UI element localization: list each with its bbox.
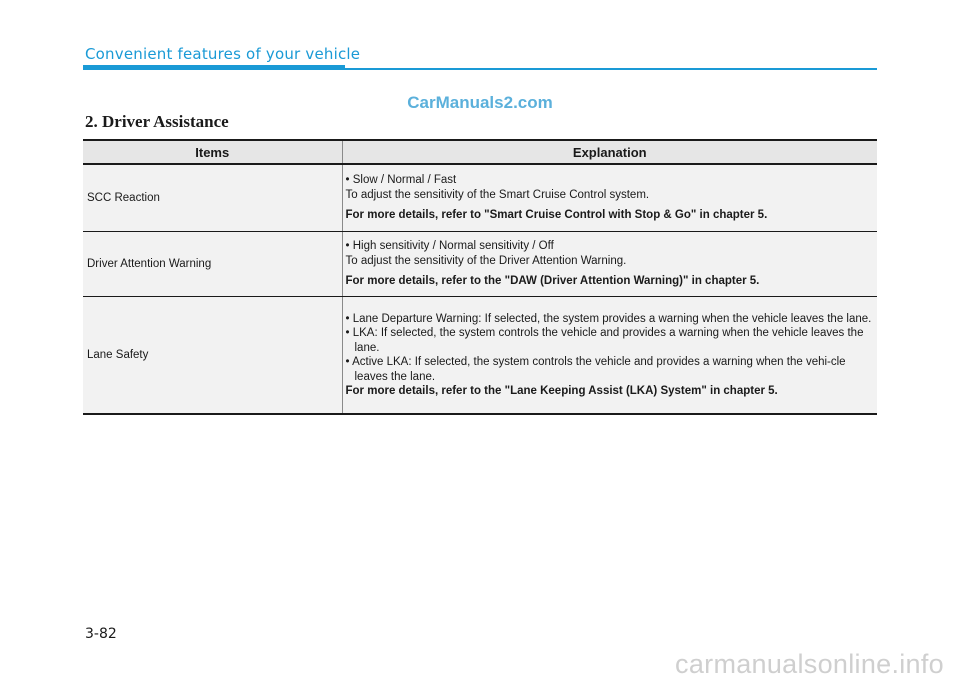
driver-assistance-table bbox=[83, 139, 877, 415]
option-bullet-line: • LKA: If selected, the system controls the vehicle and provides a warning when the vehicle leaves the lane. bbox=[345, 327, 864, 354]
header-rule-line bbox=[345, 68, 877, 70]
item-cell: Driver Attention Warning bbox=[83, 232, 342, 297]
reference-line: For more details, refer to the "Lane Keeping Assist (LKA) System" in chapter 5. bbox=[345, 385, 778, 397]
option-list-line: • Slow / Normal / Fast bbox=[345, 174, 457, 187]
chapter-header-title: Convenient features of your vehicle bbox=[85, 45, 361, 63]
table-header-row bbox=[83, 140, 877, 164]
column-header-items: Items bbox=[83, 140, 342, 164]
reference-line: For more details, refer to the "DAW (Driver Attention Warning)" in chapter 5. bbox=[345, 275, 760, 288]
item-cell: SCC Reaction bbox=[83, 164, 342, 232]
reference-line: For more details, refer to "Smart Cruise Control with Stop & Go" in chapter 5. bbox=[345, 209, 768, 222]
item-cell: Lane Safety bbox=[83, 297, 342, 415]
description-line: To adjust the sensitivity of the Smart Cruise Control system. bbox=[345, 188, 650, 201]
option-bullet-line: • Lane Departure Warning: If selected, the system provides a warning when the vehicle leaves the lane. bbox=[345, 312, 872, 325]
explanation-cell bbox=[342, 232, 877, 297]
table-row bbox=[83, 232, 877, 297]
watermark-bottom: carmanualsonline.info bbox=[675, 649, 944, 679]
header-accent-bar bbox=[83, 65, 345, 70]
page-number: 3-82 bbox=[85, 626, 117, 642]
explanation-cell bbox=[342, 297, 877, 415]
description-line: To adjust the sensitivity of the Driver Attention Warning. bbox=[345, 254, 627, 267]
column-header-explanation: Explanation bbox=[342, 140, 877, 164]
explanation-cell bbox=[342, 164, 877, 232]
table-row bbox=[83, 297, 877, 415]
option-bullet-line: • Active LKA: If selected, the system controls the vehicle and provides a warning when the vehi-cle leaves the lane. bbox=[345, 356, 846, 383]
option-list-line: • High sensitivity / Normal sensitivity / Off bbox=[345, 240, 554, 253]
table-row bbox=[83, 164, 877, 232]
watermark-top: CarManuals2.com bbox=[407, 93, 553, 112]
section-title: 2. Driver Assistance bbox=[85, 112, 229, 131]
